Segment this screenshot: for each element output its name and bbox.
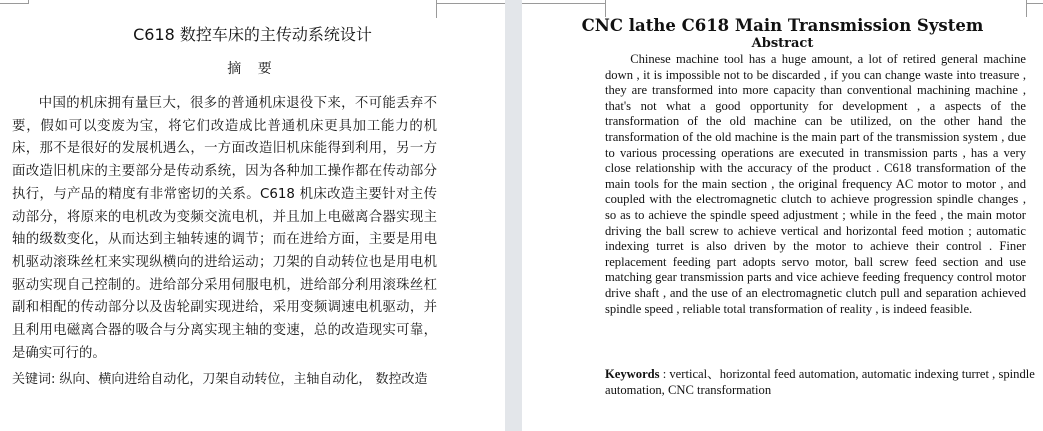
abstract-body: 中国的机床拥有量巨大，很多的普通机床退役下来，不可能丢弃不要，假如可以变废为宝，将它们改造成比普通机床更具加工能力的机床，那不是很好的发展机遇么，一方面改造旧机床能得到利用，另一方面改造旧机床的主要部分是传动系统，因为各种加工操作都在传动部分执行，与产品的精度有非常密切的关系。C618 机床改造主要针对主传动部分，将原来的电机改为变频交流电机，并且加上电磁离合器实现主轴的级数变化，从而达到主轴转速的调节；而在进给方面，主要是用电机驱动滚珠丝杠来实现纵横向的进给运动；刀架的自动转位也是用电机驱动实现自己控制的。进给部分采用伺服电机，进给部分利用滚珠丝杠副和相配的传动部分以及齿轮副实现进给，采用变频调速电机驱动，并且利用电磁离合器的吸合与分离实现主轴的变速，总的改造现实可靠，是确实可行的。	[12, 96, 437, 361]
crop-mark	[436, 3, 505, 4]
abstract-body: Chinese machine tool has a huge amount, a lot of retired general machine down , it is impossible not to be discarded , if you can change waste into treasure , they are transformed into more capacity than conventional machining machine , that's not what a good opportunity for development , a aspects of the transformation of the old machine can be utilized, on the other hand the transformation of the old machine is the main part of the transmission system , due to various processing operations are executed in transmission parts , has a very close relationship with the accuracy of the product . C618 transformation of the main tools for the main section , the original frequency AC motor to motor , and coupled with the electromagnetic clutch to achieve progression spindle changes , so as to achieve the spindle speed adjustment ; while in the feed , the main motor driving the ball screw to achieve vertical and horizontal feed motion ; automatic indexing turret is also driven by the motor to achieve their control . Finer replacement feeding part adopts servo motor, ball screw feed section and use matching gear transmission parts and vice achieve feeding frequency control motor drive shaft , and the use of an electromagnetic clutch pull and separation achieved spindle speed , reliable total transformation of reality , is indeed feasible.	[605, 52, 1026, 316]
crop-mark	[0, 3, 28, 4]
page-title: CNC lathe C618 Main Transmission System	[581, 16, 984, 35]
keywords-line	[605, 367, 1035, 398]
keywords-label: 关键词:	[12, 372, 56, 387]
page-gap	[505, 0, 522, 431]
crop-mark	[436, 0, 437, 18]
keywords-label: Keywords	[605, 367, 660, 381]
document-page-chinese	[0, 0, 505, 431]
crop-mark	[1026, 0, 1027, 17]
keywords-line	[12, 371, 442, 389]
crop-mark	[1026, 3, 1043, 4]
abstract-heading: Abstract	[751, 36, 814, 51]
document-page-english	[522, 0, 1043, 431]
page-title: C618 数控车床的主传动系统设计	[133, 25, 372, 44]
keywords-text: : vertical、horizontal feed automation, automatic indexing turret , spindle automation, CNC transformation	[605, 367, 1035, 397]
keywords-text: 纵向、横向进给自动化，刀架自动转位，主轴自动化， 数控改造	[59, 372, 428, 387]
abstract-heading: 摘 要	[227, 61, 278, 77]
crop-mark	[28, 0, 29, 4]
crop-mark	[522, 3, 605, 4]
crop-mark	[605, 0, 606, 17]
